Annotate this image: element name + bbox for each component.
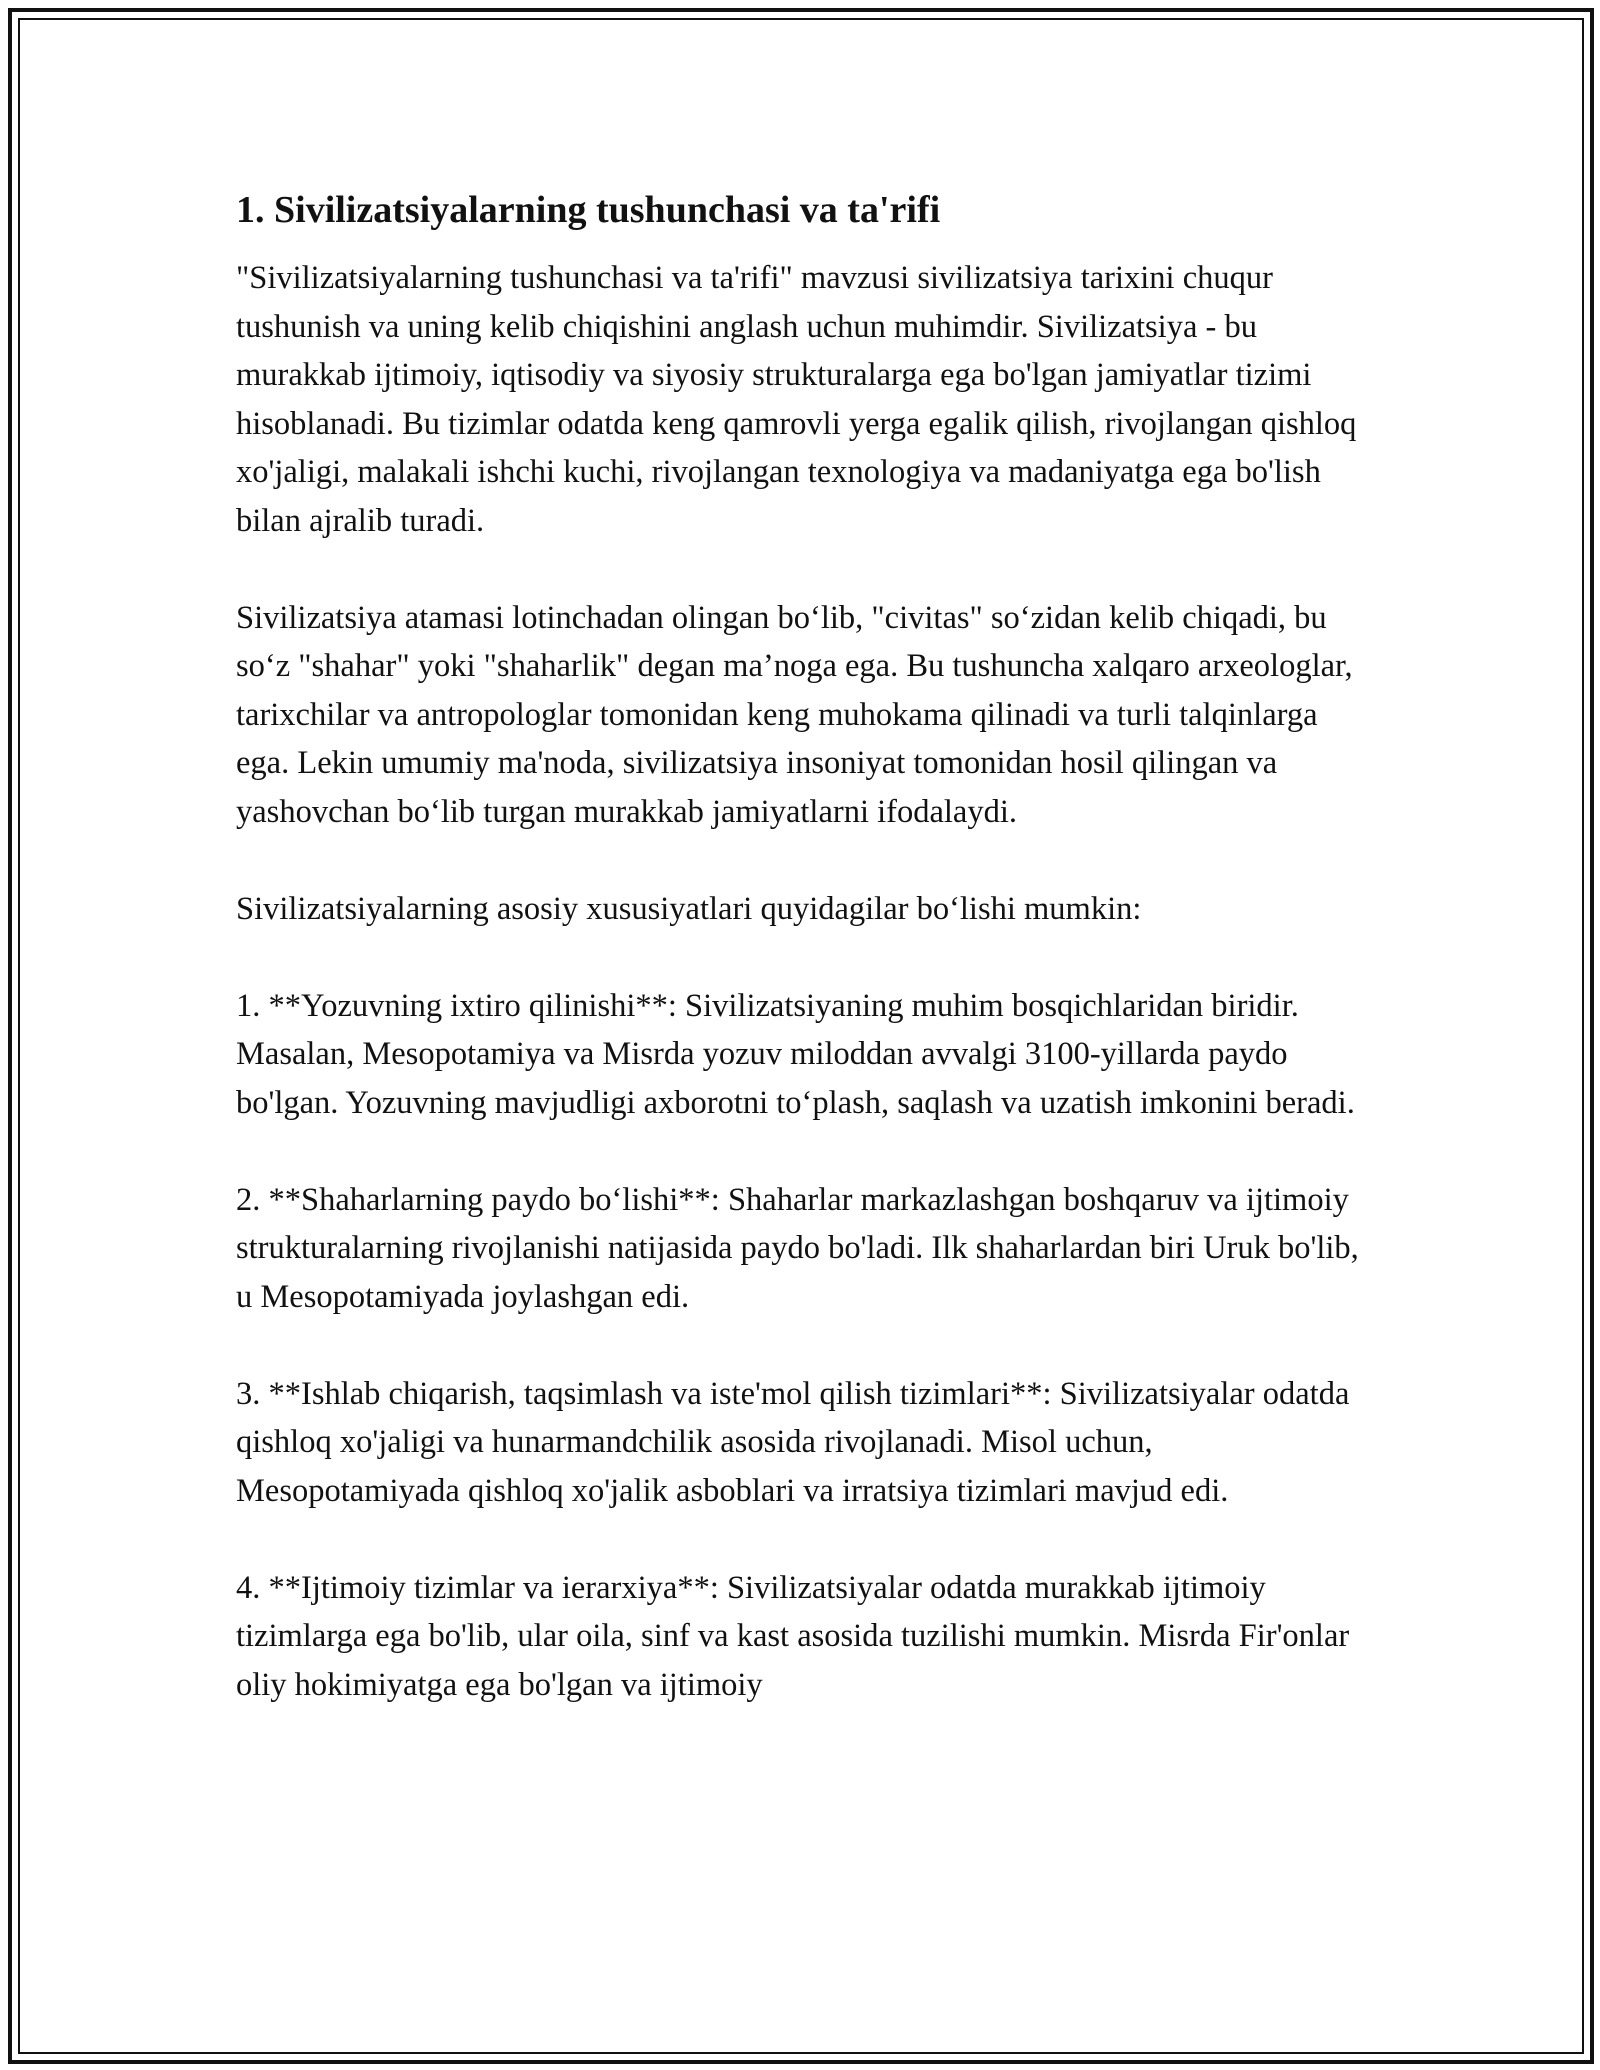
paragraph-etymology: Sivilizatsiya atamasi lotinchadan olingan bo‘lib, "civitas" so‘zidan kelib chiqadi, bu so‘z "shahar" yoki "shaharlik" degan ma’noga ega. Bu tushuncha xalqaro arxeologlar, tarixchilar va antropologlar tomonidan keng muhokama qilinadi va turli talqinlarga ega. Lekin umumiy ma'noda, sivilizatsiya insoniyat tomonidan hosil qilingan va yashovchan bo‘lib turgan murakkab jamiyatlarni ifodalaydi. — [236, 599, 1353, 830]
list-item-writing: 1. **Yozuvning ixtiro qilinishi**: Sivilizatsiyaning muhim bosqichlaridan biridir. Masalan, Mesopotamiya va Misrda yozuv miloddan avvalgi 3100-yillarda paydo bo'lgan. Yozuvning mavjudligi axborotni to‘plash, saqlash va uzatish imkonini beradi. — [236, 987, 1355, 1121]
list-item-production: 3. **Ishlab chiqarish, taqsimlash va iste'mol qilish tizimlari**: Sivilizatsiyalar odatda qishloq xo'jaligi va hunarmandchilik asosida rivojlanadi. Misol uchun, Mesopotamiyada qishloq xo'jalik asboblari va irratsiya tizimlari mavjud edi. — [236, 1375, 1350, 1509]
document-body — [236, 186, 1376, 1709]
list-item-social-systems: 4. **Ijtimoiy tizimlar va ierarxiya**: Sivilizatsiyalar odatda murakkab ijtimoiy tizimlarga ega bo'lib, ular oila, sinf va kast asosida tuzilishi mumkin. Misrda Fir'onlar oliy hokimiyatga ega bo'lgan va ijtimoiy — [236, 1569, 1350, 1703]
paragraph-intro: "Sivilizatsiyalarning tushunchasi va ta'rifi" mavzusi sivilizatsiya tarixini chuqur tushunish va uning kelib chiqishini anglash uchun muhimdir. Sivilizatsiya - bu murakkab ijtimoiy, iqtisodiy va siyosiy strukturalarga ega bo'lgan jamiyatlar tizimi hisoblanadi. Bu tizimlar odatda keng qamrovli yerga egalik qilish, rivojlangan qishloq xo'jaligi, malakali ishchi kuchi, rivojlangan texnologiya va madaniyatga ega bo'lish bilan ajralib turadi. — [236, 260, 1357, 539]
paragraph-features-intro: Sivilizatsiyalarning asosiy xususiyatlari quyidagilar bo‘lishi mumkin: — [236, 890, 1142, 927]
section-heading: 1. Sivilizatsiyalarning tushunchasi va ta'rifi — [236, 189, 941, 231]
list-item-cities: 2. **Shaharlarning paydo bo‘lishi**: Shaharlar markazlashgan boshqaruv va ijtimoiy strukturalarning rivojlanishi natijasida paydo bo'ladi. Ilk shaharlardan biri Uruk bo'lib, u Mesopotamiyada joylashgan edi. — [236, 1181, 1359, 1315]
